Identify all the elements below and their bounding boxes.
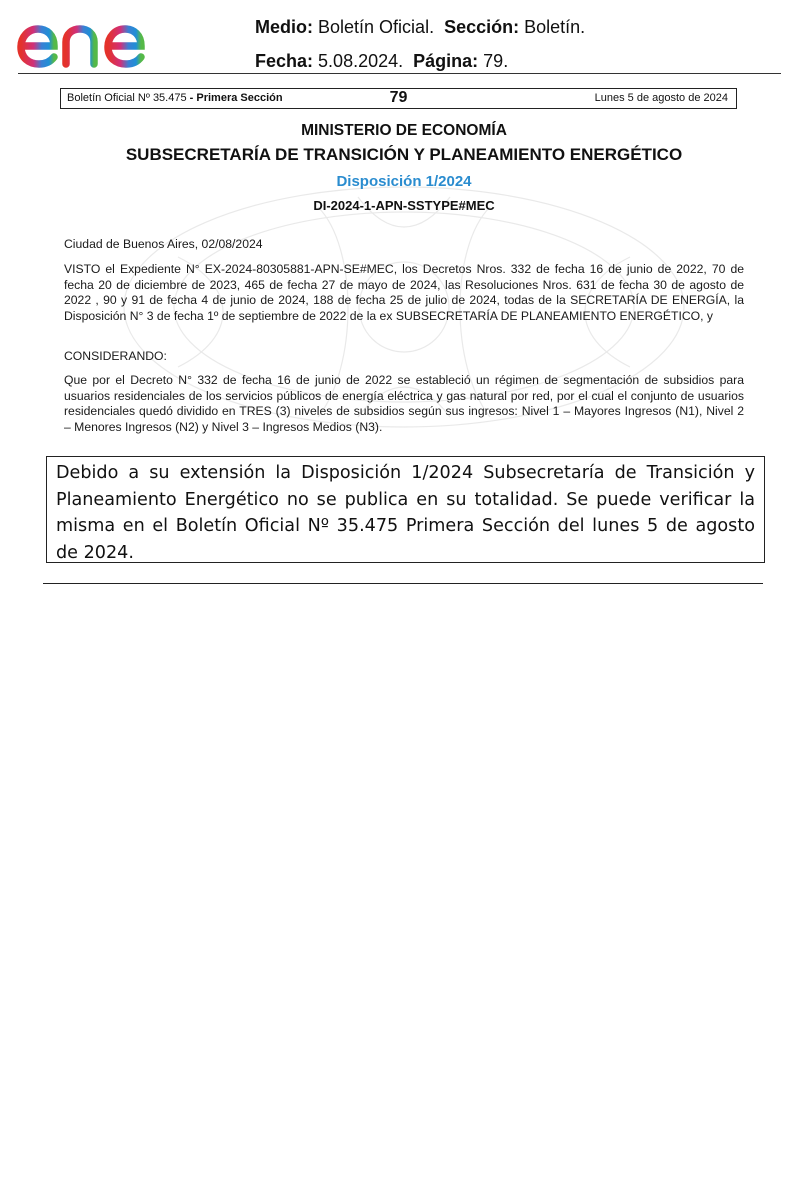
city-date: Ciudad de Buenos Aires, 02/08/2024 <box>64 237 263 251</box>
seccion-value: Boletín. <box>524 17 586 37</box>
disposicion-title: Disposición 1/2024 <box>336 173 472 190</box>
pagina-label: Página: <box>413 51 479 71</box>
fecha-label: Fecha: <box>255 51 314 71</box>
boletin-header-bar <box>60 88 737 109</box>
subsecretaria-title: SUBSECRETARÍA DE TRANSICIÓN Y PLANEAMIENTO ENERGÉTICO <box>125 145 683 164</box>
boletin-section: - Primera Sección <box>189 92 283 104</box>
medio-label: Medio: <box>255 17 313 37</box>
boletin-date: Lunes 5 de agosto de 2024 <box>594 92 728 104</box>
boletin-clipping <box>58 87 750 437</box>
boletin-page: 79 <box>389 89 408 106</box>
bottom-divider <box>43 583 763 584</box>
medio-value: Boletín Oficial. <box>318 17 435 37</box>
disposicion-code: DI-2024-1-APN-SSTYPE#MEC <box>313 198 495 213</box>
meta-line-1 <box>255 10 585 44</box>
publication-notice: Debido a su extensión la Disposición 1/2024 Subsecretaría de Transición y Planeamiento Energético no se publica en su totalidad. Se puede verificar la misma en el Boletín Oficial Nº 35.475 Primera Sección del lunes 5 de agosto de 2024. <box>46 456 765 563</box>
visto-paragraph: VISTO el Expediente N° EX-2024-80305881-APN-SE#MEC, los Decretos Nros. 332 de fecha 16 de junio de 2022, 70 de fecha 20 de diciembre de 2023, 465 de fecha 27 de mayo de 2024, las Resoluciones Nros. 631 de fecha 30 de agosto de 2022 , 90 y 91 de fecha 4 de junio de 2024, 188 de fecha 25 de julio de 2024, todas de la SECRETARÍA DE ENERGÍA, la Disposición N° 3 de fecha 1º de septiembre de 2022 de la ex SUBSECRETARÍA DE PLANEAMIENTO ENERGÉTICO, y <box>64 262 744 323</box>
seccion-label: Sección: <box>444 17 520 37</box>
clipping-metadata <box>255 10 585 78</box>
fecha-value: 5.08.2024. <box>318 51 404 71</box>
ministry-title: MINISTERIO DE ECONOMÍA <box>301 122 507 139</box>
header-divider <box>18 73 781 74</box>
enel-logo <box>16 6 180 70</box>
considerando-paragraph: Que por el Decreto N° 332 de fecha 16 de junio de 2022 se estableció un régimen de segmentación de subsidios para usuarios residenciales de los servicios públicos de energía eléctrica y gas natural por red, por el cual el conjunto de usuarios residenciales quedó dividido en TRES (3) niveles de subsidios según sus ingresos: Nivel 1 – Mayores Ingresos (N1), Nivel 2 – Menores Ingresos (N2) y Nivel 3 – Ingresos Medios (N3). <box>64 373 744 434</box>
considerando-heading: CONSIDERANDO: <box>64 349 167 363</box>
boletin-number: Boletín Oficial Nº 35.475 <box>67 92 187 104</box>
pagina-value: 79. <box>483 51 509 71</box>
